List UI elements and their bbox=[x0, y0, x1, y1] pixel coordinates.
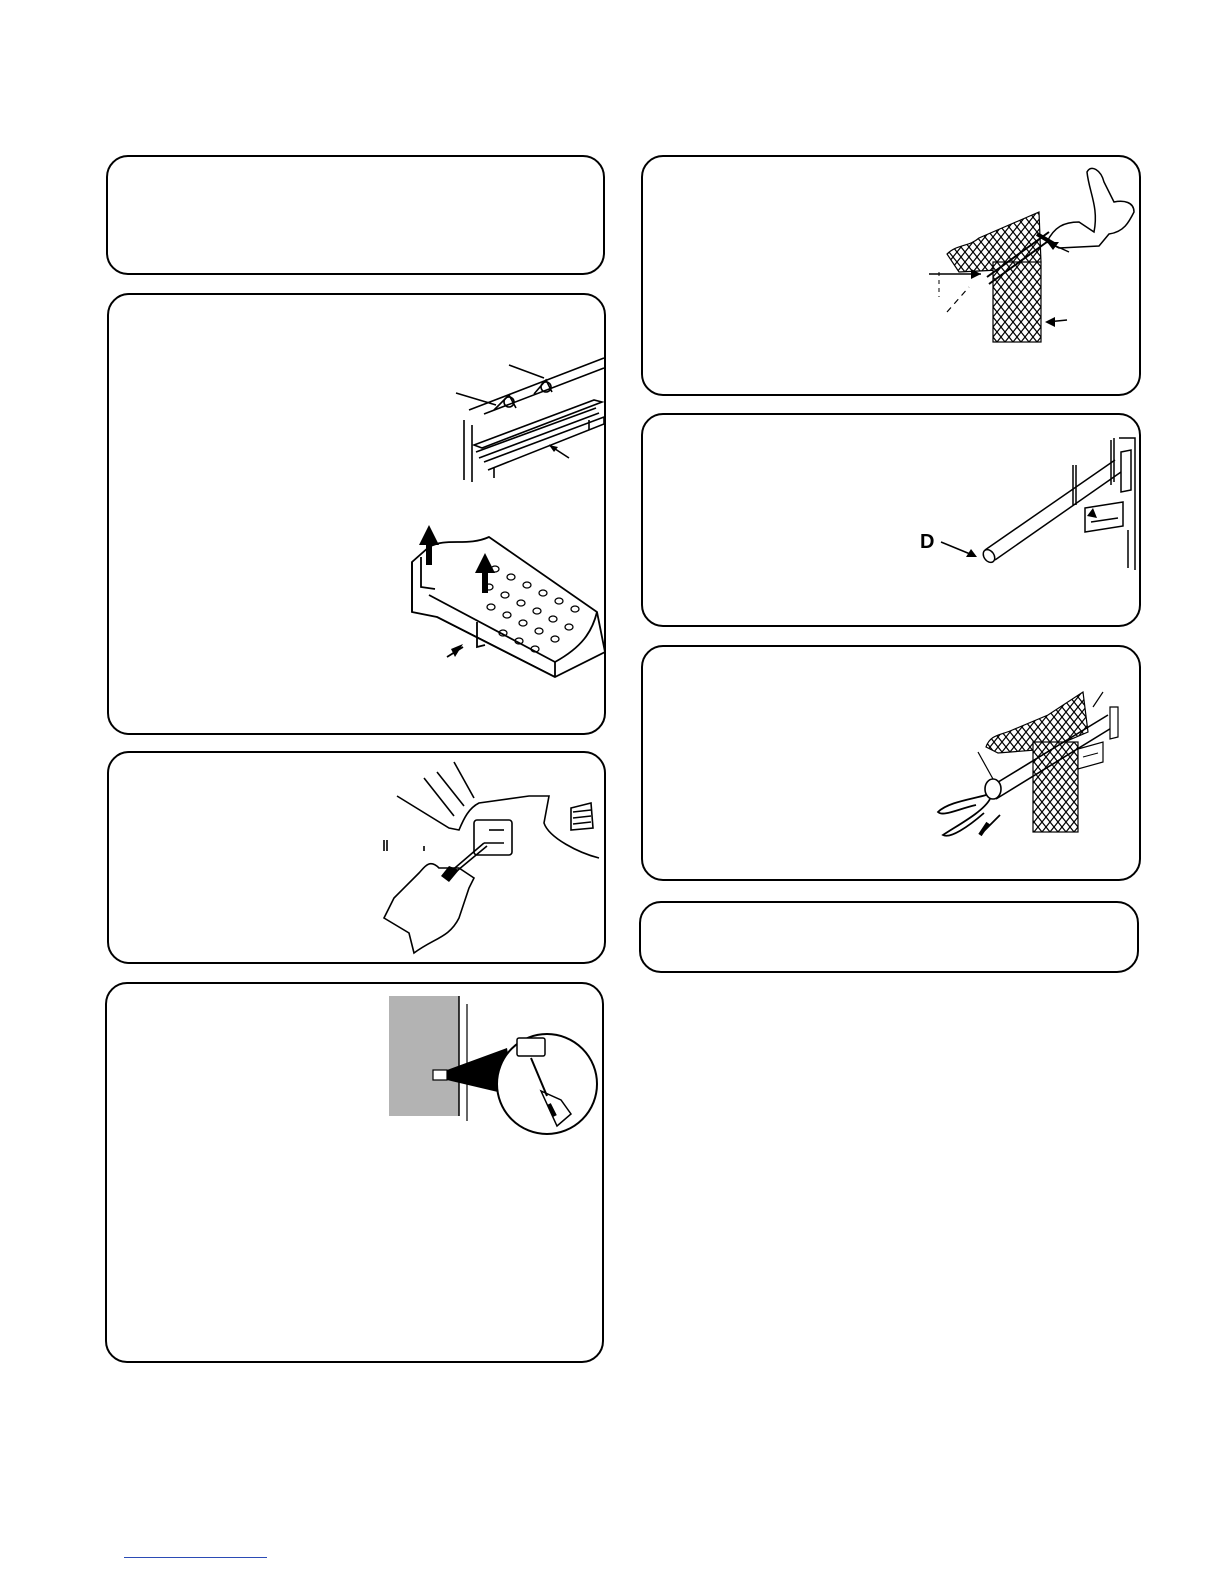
step-panel-1 bbox=[106, 155, 605, 275]
mesh-pliers-illustration bbox=[938, 687, 1138, 847]
rod-illustration bbox=[913, 430, 1138, 580]
mesh-screwdriver-illustration bbox=[929, 162, 1139, 352]
cover-removal-illustration bbox=[389, 996, 601, 1138]
shelf-bracket-illustration bbox=[454, 350, 614, 485]
step-panel-3 bbox=[107, 751, 606, 964]
step-panel-8 bbox=[639, 901, 1139, 973]
footer-link-underline bbox=[124, 1557, 267, 1558]
step-panel-4 bbox=[105, 982, 604, 1363]
step-panel-5 bbox=[641, 155, 1141, 396]
screwdriver-panel-illustration bbox=[379, 758, 601, 958]
step-panel-7 bbox=[641, 645, 1141, 881]
step-panel-6 bbox=[641, 413, 1141, 627]
step-panel-2 bbox=[107, 293, 606, 735]
drawer-illustration bbox=[407, 517, 612, 717]
rod-end-label-d: D bbox=[920, 531, 935, 553]
